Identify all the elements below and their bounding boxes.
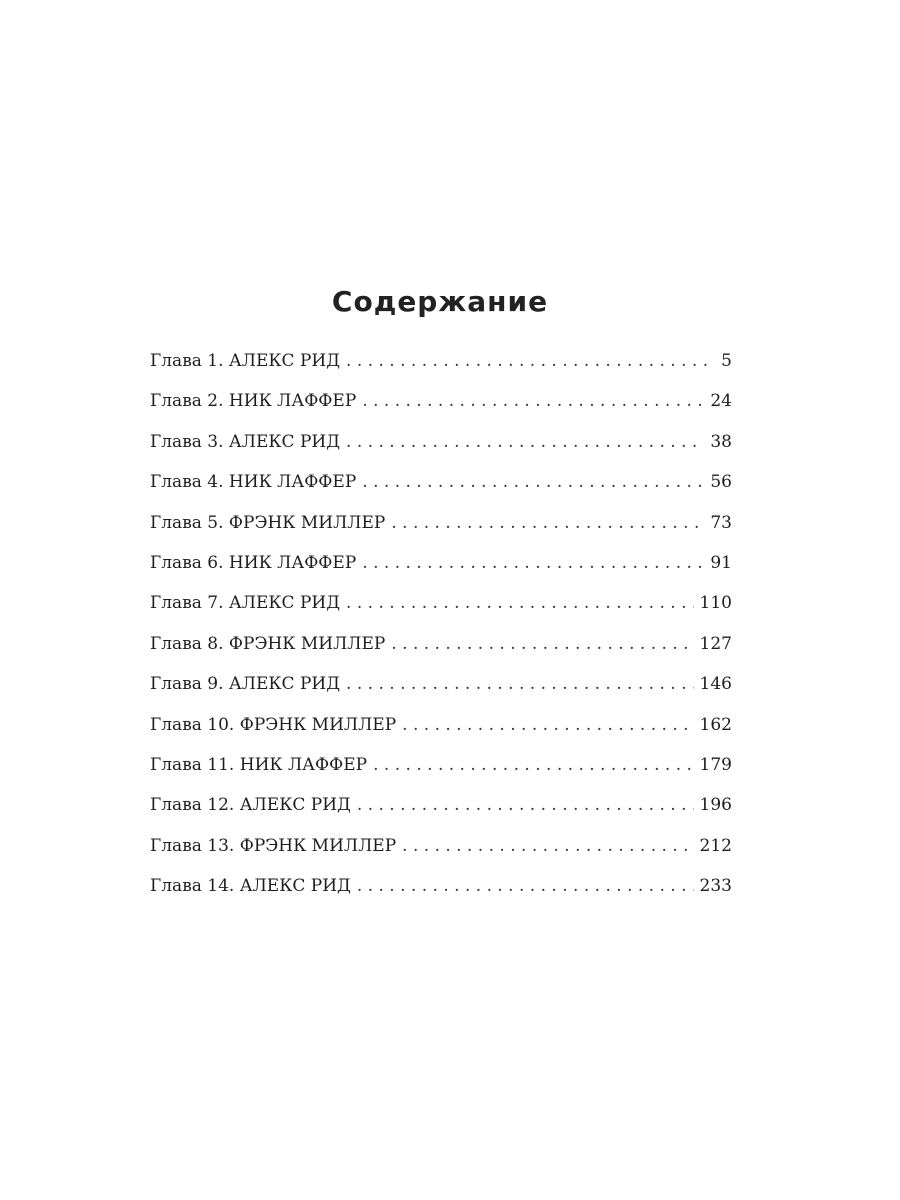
toc-entry — [150, 432, 732, 472]
toc-entry-page: 91 — [710, 552, 732, 573]
dot-leader — [357, 876, 694, 896]
dot-leader — [373, 755, 693, 775]
dot-leader — [362, 553, 704, 573]
toc-entry-page: 110 — [699, 593, 732, 614]
toc-entry-page: 73 — [710, 512, 732, 533]
dot-leader — [402, 836, 693, 856]
toc-entry-page: 56 — [710, 472, 732, 493]
toc-entry — [150, 715, 732, 755]
toc-entry — [150, 472, 732, 512]
toc-entry-label: Глава 1. АЛЕКС РИД — [150, 351, 341, 371]
dot-leader — [346, 674, 694, 694]
toc-entry-label: Глава 9. АЛЕКС РИД — [150, 674, 341, 695]
toc-entry — [150, 391, 732, 431]
dot-leader — [346, 432, 704, 452]
toc-entry-label: Глава 13. ФРЭНК МИЛЛЕР — [150, 835, 397, 856]
toc-entry-label: Глава 6. НИК ЛАФФЕР — [150, 552, 357, 573]
toc-entry-page: 179 — [699, 754, 732, 775]
toc-entry — [150, 876, 732, 916]
dot-leader — [391, 513, 704, 533]
toc-entry-page: 162 — [699, 714, 732, 735]
toc-entry-page: 24 — [710, 391, 732, 412]
dot-leader — [362, 472, 704, 492]
table-of-contents — [150, 351, 732, 916]
toc-entry — [150, 634, 732, 674]
toc-entry — [150, 553, 732, 593]
toc-entry-page: 38 — [710, 431, 732, 452]
dot-leader — [391, 634, 693, 654]
toc-entry-page: 196 — [699, 795, 732, 816]
dot-leader — [362, 391, 704, 411]
toc-entry-label: Глава 14. АЛЕКС РИД — [150, 876, 351, 897]
dot-leader — [357, 795, 694, 815]
toc-entry-label: Глава 11. НИК ЛАФФЕР — [150, 754, 368, 775]
dot-leader — [346, 351, 715, 371]
toc-entry — [150, 351, 732, 391]
toc-entry-label: Глава 5. ФРЭНК МИЛЛЕР — [150, 512, 386, 533]
dot-leader — [346, 593, 694, 613]
toc-entry — [150, 513, 732, 553]
toc-entry-label: Глава 4. НИК ЛАФФЕР — [150, 472, 357, 493]
toc-entry — [150, 674, 732, 714]
toc-entry-label: Глава 3. АЛЕКС РИД — [150, 431, 341, 452]
dot-leader — [402, 715, 693, 735]
toc-entry — [150, 836, 732, 876]
toc-entry-page: 233 — [699, 876, 732, 897]
toc-entry-label: Глава 8. ФРЭНК МИЛЛЕР — [150, 633, 386, 654]
toc-entry-page: 146 — [699, 674, 732, 695]
toc-entry-page: 127 — [699, 633, 732, 654]
toc-entry-label: Глава 10. ФРЭНК МИЛЛЕР — [150, 714, 397, 735]
toc-entry-label: Глава 2. НИК ЛАФФЕР — [150, 391, 357, 412]
toc-entry — [150, 795, 732, 835]
toc-entry — [150, 755, 732, 795]
page-title: Содержание — [331, 285, 549, 318]
toc-entry-page: 5 — [721, 351, 732, 371]
toc-entry-label: Глава 7. АЛЕКС РИД — [150, 593, 341, 614]
toc-entry-label: Глава 12. АЛЕКС РИД — [150, 795, 351, 816]
toc-entry-page: 212 — [699, 835, 732, 856]
toc-entry — [150, 593, 732, 633]
